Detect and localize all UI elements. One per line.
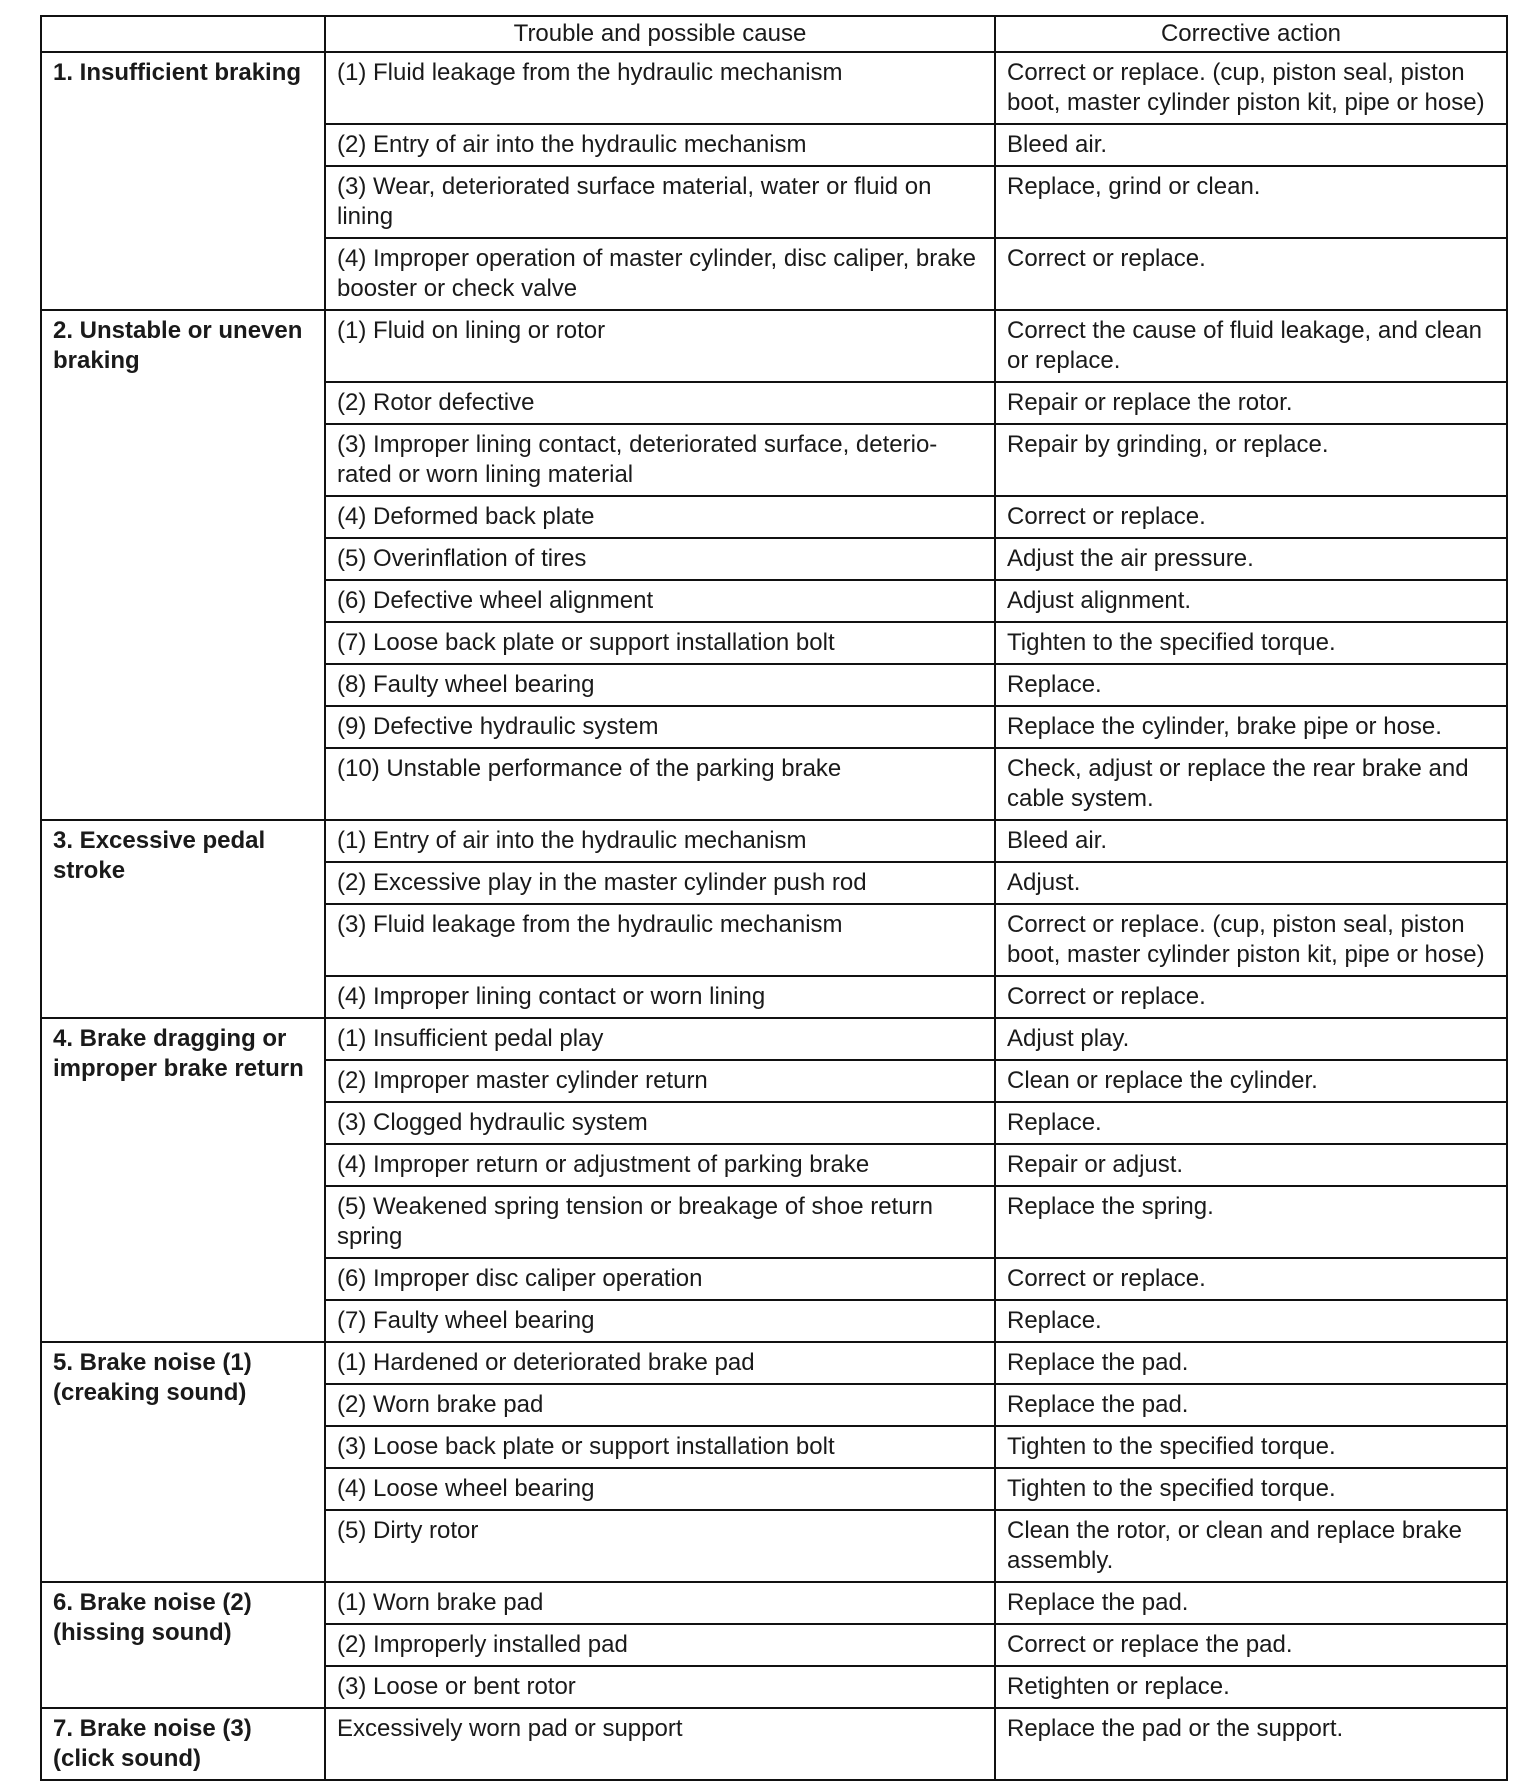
corrective-action: Check, adjust or replace the rear brake and cable system.: [995, 748, 1507, 820]
possible-cause: (9) Defective hydraulic system: [325, 706, 995, 748]
possible-cause: (2) Improper master cylinder return: [325, 1060, 995, 1102]
table-header: [41, 16, 1507, 52]
trouble-category: 5. Brake noise (1) (creaking sound): [41, 1342, 325, 1582]
possible-cause: (2) Worn brake pad: [325, 1384, 995, 1426]
corrective-action: Bleed air.: [995, 124, 1507, 166]
possible-cause: (5) Weakened spring tension or breakage of shoe return spring: [325, 1186, 995, 1258]
trouble-category: 7. Brake noise (3) (click sound): [41, 1708, 325, 1780]
possible-cause: (3) Loose or bent rotor: [325, 1666, 995, 1708]
possible-cause: (1) Fluid leakage from the hydraulic mechanism: [325, 52, 995, 124]
possible-cause: (1) Fluid on lining or rotor: [325, 310, 995, 382]
possible-cause: (4) Improper operation of master cylinder, disc caliper, brake booster or check valve: [325, 238, 995, 310]
corrective-action: Adjust.: [995, 862, 1507, 904]
trouble-category: 2. Unstable or uneven braking: [41, 310, 325, 820]
table-row: [41, 820, 1507, 862]
corrective-action: Replace the pad.: [995, 1342, 1507, 1384]
trouble-category: 4. Brake dragging or improper brake return: [41, 1018, 325, 1342]
header-cause: Trouble and possible cause: [325, 16, 995, 52]
possible-cause: (3) Clogged hydraulic system: [325, 1102, 995, 1144]
corrective-action: Adjust play.: [995, 1018, 1507, 1060]
possible-cause: (4) Deformed back plate: [325, 496, 995, 538]
corrective-action: Correct or replace.: [995, 496, 1507, 538]
corrective-action: Bleed air.: [995, 820, 1507, 862]
possible-cause: (7) Loose back plate or support installation bolt: [325, 622, 995, 664]
possible-cause: (2) Entry of air into the hydraulic mechanism: [325, 124, 995, 166]
corrective-action: Tighten to the specified torque.: [995, 1426, 1507, 1468]
possible-cause: (1) Entry of air into the hydraulic mechanism: [325, 820, 995, 862]
possible-cause: (10) Unstable performance of the parking brake: [325, 748, 995, 820]
corrective-action: Replace, grind or clean.: [995, 166, 1507, 238]
corrective-action: Clean or replace the cylinder.: [995, 1060, 1507, 1102]
corrective-action: Correct or replace.: [995, 976, 1507, 1018]
possible-cause: (3) Fluid leakage from the hydraulic mechanism: [325, 904, 995, 976]
possible-cause: (4) Improper return or adjustment of parking brake: [325, 1144, 995, 1186]
corrective-action: Adjust the air pressure.: [995, 538, 1507, 580]
possible-cause: (5) Overinflation of tires: [325, 538, 995, 580]
possible-cause: (3) Wear, deteriorated surface material, water or fluid on lining: [325, 166, 995, 238]
corrective-action: Replace the cylinder, brake pipe or hose.: [995, 706, 1507, 748]
possible-cause: (4) Improper lining contact or worn lining: [325, 976, 995, 1018]
possible-cause: (1) Hardened or deteriorated brake pad: [325, 1342, 995, 1384]
corrective-action: Correct or replace. (cup, piston seal, piston boot, master cylinder piston kit, pipe or hose): [995, 52, 1507, 124]
corrective-action: Replace.: [995, 1102, 1507, 1144]
possible-cause: (2) Excessive play in the master cylinder push rod: [325, 862, 995, 904]
corrective-action: Replace the spring.: [995, 1186, 1507, 1258]
corrective-action: Replace the pad.: [995, 1582, 1507, 1624]
corrective-action: Repair or replace the rotor.: [995, 382, 1507, 424]
corrective-action: Tighten to the specified torque.: [995, 1468, 1507, 1510]
corrective-action: Correct or replace. (cup, piston seal, piston boot, master cylinder piston kit, pipe or hose): [995, 904, 1507, 976]
possible-cause: (7) Faulty wheel bearing: [325, 1300, 995, 1342]
possible-cause: (4) Loose wheel bearing: [325, 1468, 995, 1510]
corrective-action: Tighten to the specified torque.: [995, 622, 1507, 664]
possible-cause: (5) Dirty rotor: [325, 1510, 995, 1582]
table-row: [41, 1582, 1507, 1624]
corrective-action: Correct or replace.: [995, 238, 1507, 310]
trouble-category: 6. Brake noise (2) (hissing sound): [41, 1582, 325, 1708]
header-trouble-blank: [41, 16, 325, 52]
possible-cause: (3) Loose back plate or support installation bolt: [325, 1426, 995, 1468]
table-row: [41, 52, 1507, 124]
possible-cause: (2) Improperly installed pad: [325, 1624, 995, 1666]
possible-cause: Excessively worn pad or support: [325, 1708, 995, 1780]
trouble-category: 1. Insufficient braking: [41, 52, 325, 310]
corrective-action: Clean the rotor, or clean and replace brake assembly.: [995, 1510, 1507, 1582]
header-action: Corrective action: [995, 16, 1507, 52]
corrective-action: Correct or replace the pad.: [995, 1624, 1507, 1666]
possible-cause: (8) Faulty wheel bearing: [325, 664, 995, 706]
table-body: [41, 52, 1507, 1780]
corrective-action: Repair by grinding, or replace.: [995, 424, 1507, 496]
possible-cause: (1) Insufficient pedal play: [325, 1018, 995, 1060]
table-row: [41, 1018, 1507, 1060]
corrective-action: Retighten or replace.: [995, 1666, 1507, 1708]
possible-cause: (6) Improper disc caliper operation: [325, 1258, 995, 1300]
corrective-action: Replace.: [995, 1300, 1507, 1342]
corrective-action: Correct or replace.: [995, 1258, 1507, 1300]
corrective-action: Correct the cause of fluid leakage, and clean or replace.: [995, 310, 1507, 382]
header-row: [41, 16, 1507, 52]
table-row: [41, 1342, 1507, 1384]
table-row: [41, 310, 1507, 382]
troubleshooting-table: [40, 15, 1508, 1781]
possible-cause: (6) Defective wheel alignment: [325, 580, 995, 622]
possible-cause: (1) Worn brake pad: [325, 1582, 995, 1624]
possible-cause: (2) Rotor defective: [325, 382, 995, 424]
corrective-action: Repair or adjust.: [995, 1144, 1507, 1186]
corrective-action: Replace the pad or the support.: [995, 1708, 1507, 1780]
table-row: [41, 1708, 1507, 1780]
corrective-action: Adjust alignment.: [995, 580, 1507, 622]
possible-cause: (3) Improper lining contact, deteriorated surface, deterio-rated or worn lining material: [325, 424, 995, 496]
corrective-action: Replace the pad.: [995, 1384, 1507, 1426]
trouble-category: 3. Excessive pedal stroke: [41, 820, 325, 1018]
corrective-action: Replace.: [995, 664, 1507, 706]
